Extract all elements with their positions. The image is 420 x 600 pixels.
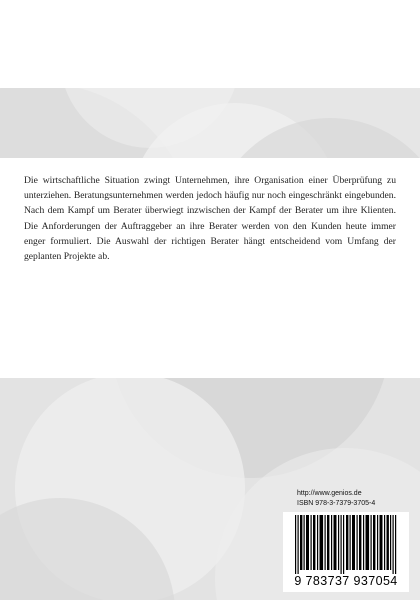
barcode-bars — [283, 512, 409, 574]
top-gray-band — [0, 88, 420, 158]
barcode-digits: 9 783737 937054 — [294, 574, 398, 588]
isbn-barcode — [283, 512, 409, 592]
decorative-circles-top — [0, 88, 420, 158]
description-text: Die wirtschaftliche Situation zwingt Unternehmen, ihre Organisation einer Überprüfung zu unterziehen. Beratungsunternehmen werden jedoch häufig nur noch eingeschränkt eingebunden. Nach dem Kampf um Berater überwiegt inzwischen der Kampf der Berater um ihre Klienten. Die Anforderungen der Auftraggeber an ihre Berater werden von den Kunden heute immer enger formuliert. Die Auswahl der richtigen Berater hängt entscheidend vom Umfang der geplanten Projekte ab. — [24, 175, 396, 263]
isbn-text: ISBN 978-3-7379-3705-4 — [297, 500, 376, 507]
publisher-url: http://www.genios.de — [297, 490, 362, 497]
